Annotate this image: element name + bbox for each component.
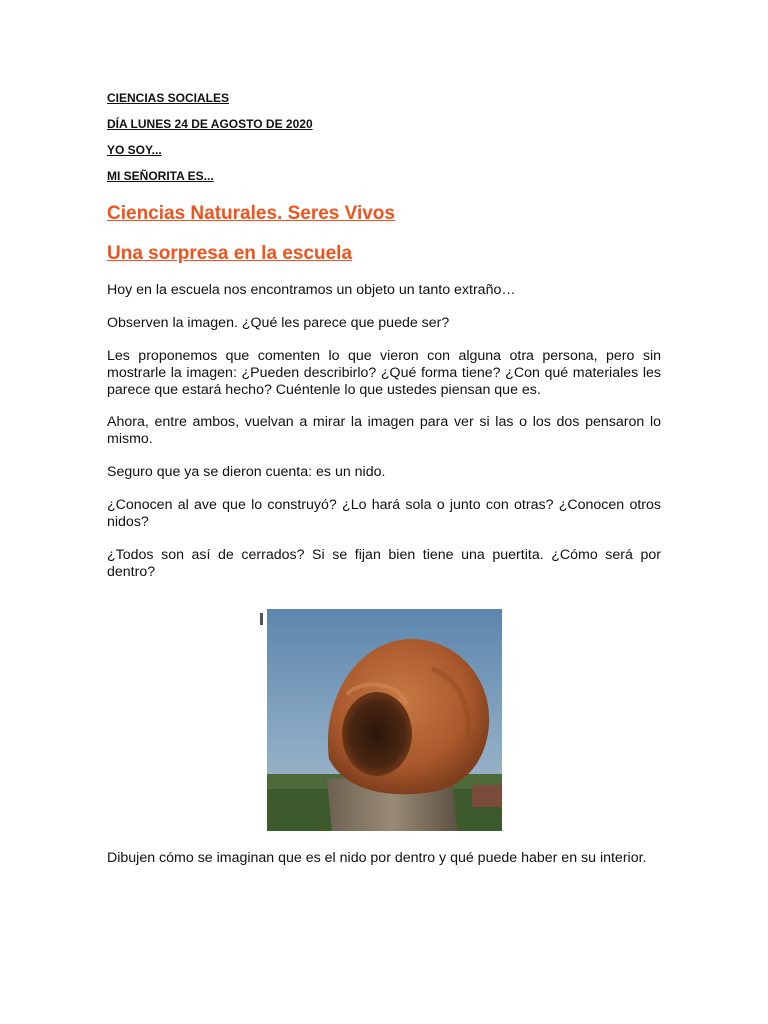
- header-date: DÍA LUNES 24 DE AGOSTO DE 2020: [107, 117, 313, 131]
- header-subject: CIENCIAS SOCIALES: [107, 91, 230, 105]
- paragraph: ¿Todos son así de cerrados? Si se fijan bien tiene una puertita. ¿Cómo será por dentro?: [107, 547, 661, 580]
- header-teacher: MI SEÑORITA ES...: [107, 169, 214, 183]
- main-title: Ciencias Naturales. Seres Vivos: [107, 203, 395, 224]
- paragraph: Ahora, entre ambos, vuelvan a mirar la imagen para ver si las o los dos pensaron lo mismo.: [107, 414, 661, 447]
- closing-paragraph: Dibujen cómo se imaginan que es el nido por dentro y qué puede haber en su interior.: [107, 850, 647, 866]
- header-student: YO SOY...: [107, 143, 162, 157]
- paragraph: Seguro que ya se dieron cuenta: es un nido.: [107, 464, 386, 480]
- paragraph: Les proponemos que comenten lo que vieron con alguna otra persona, pero sin mostrarle la imagen: ¿Pueden describirlo? ¿Qué forma tiene? ¿Con qué materiales les parece que estará hecho? Cuéntenle lo que ustedes piensan que es.: [107, 348, 661, 398]
- sub-title: Una sorpresa en la escuela: [107, 243, 353, 264]
- paragraph: Observen la imagen. ¿Qué les parece que puede ser?: [107, 315, 450, 331]
- paragraph: ¿Conocen al ave que lo construyó? ¿Lo hará sola o junto con otras? ¿Conocen otros nidos?: [107, 497, 661, 530]
- nest-photo: [267, 609, 502, 831]
- photo-credit-mark: [258, 612, 266, 626]
- document-page: [107, 90, 661, 581]
- paragraph: Hoy en la escuela nos encontramos un objeto un tanto extraño…: [107, 282, 516, 298]
